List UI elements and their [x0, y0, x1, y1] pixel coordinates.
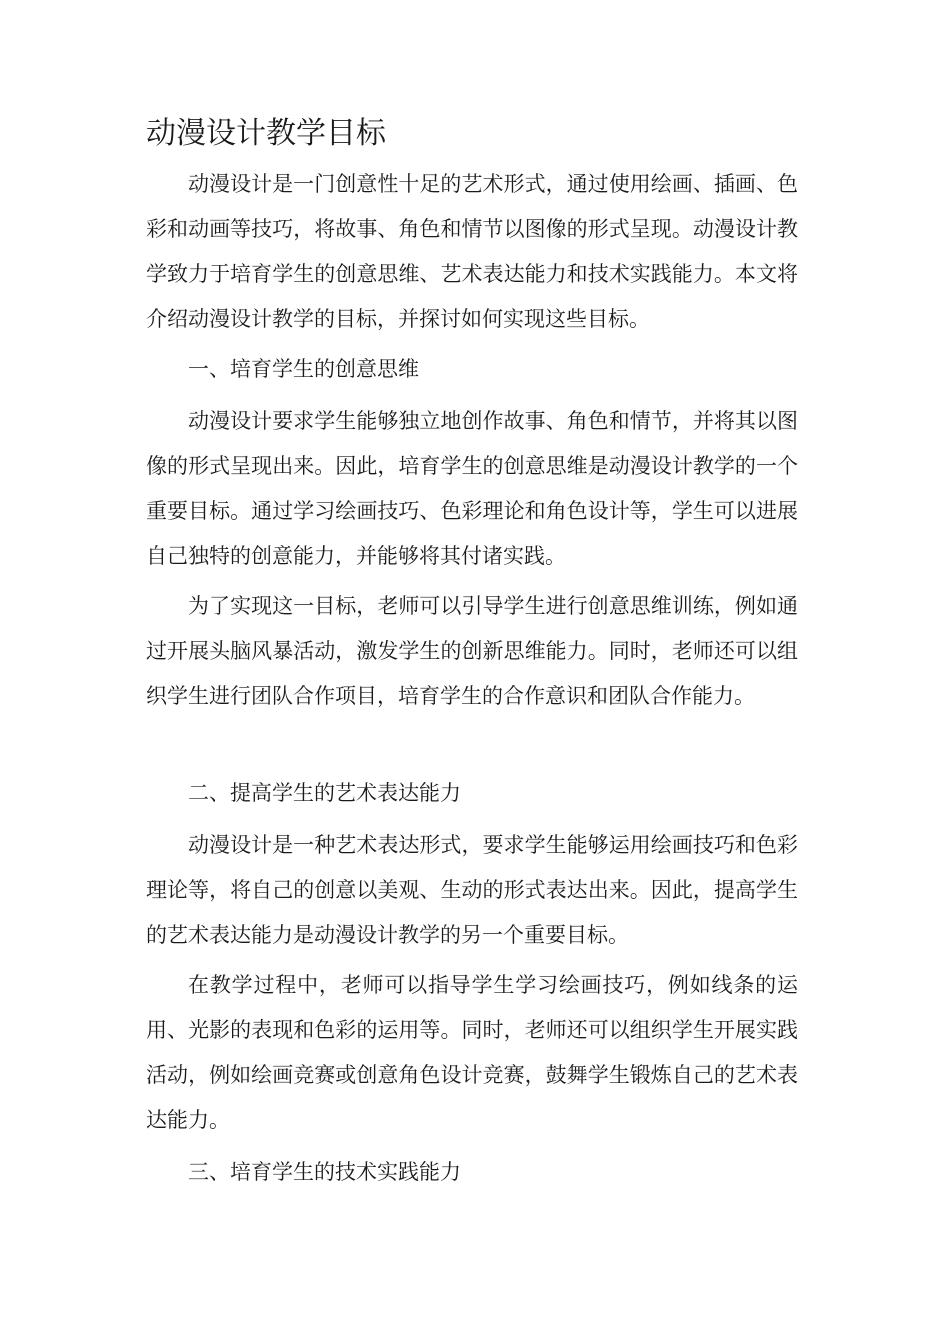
intro-paragraph: 动漫设计是一门创意性十足的艺术形式，通过使用绘画、插画、色彩和动画等技巧，将故事、角色和情节以图像的形式呈现。动漫设计教学致力于培育学生的创意思维、艺术表达能力和技术实践能力。本文将介绍动漫设计教学的目标，并探讨如何实现这些目标。	[146, 172, 798, 331]
section-heading-3: 三、培育学生的技术实践能力	[188, 1160, 461, 1184]
section-1-paragraph-2: 为了实现这一目标，老师可以引导学生进行创意思维训练，例如通过开展头脑风暴活动，激发学生的创新思维能力。同时，老师还可以组织学生进行团队合作项目，培育学生的合作意识和团队合作能力。	[146, 594, 798, 708]
section-heading-1: 一、培育学生的创意思维	[188, 357, 419, 381]
document-title: 动漫设计教学目标	[146, 116, 386, 151]
section-2-paragraph-1: 动漫设计是一种艺术表达形式，要求学生能够运用绘画技巧和色彩理论等，将自己的创意以美观、生动的形式表达出来。因此，提高学生的艺术表达能力是动漫设计教学的另一个重要目标。	[146, 833, 798, 947]
section-1-paragraph-1: 动漫设计要求学生能够独立地创作故事、角色和情节，并将其以图像的形式呈现出来。因此，培育学生的创意思维是动漫设计教学的一个重要目标。通过学习绘画技巧、色彩理论和角色设计等，学生可以进展自己独特的创意能力，并能够将其付诸实践。	[146, 409, 798, 568]
section-heading-2: 二、提高学生的艺术表达能力	[188, 781, 461, 805]
section-2-paragraph-2: 在教学过程中，老师可以指导学生学习绘画技巧，例如线条的运用、光影的表现和色彩的运用等。同时，老师还可以组织学生开展实践活动，例如绘画竞赛或创意角色设计竞赛，鼓舞学生锻炼自己的艺术表达能力。	[146, 973, 798, 1132]
